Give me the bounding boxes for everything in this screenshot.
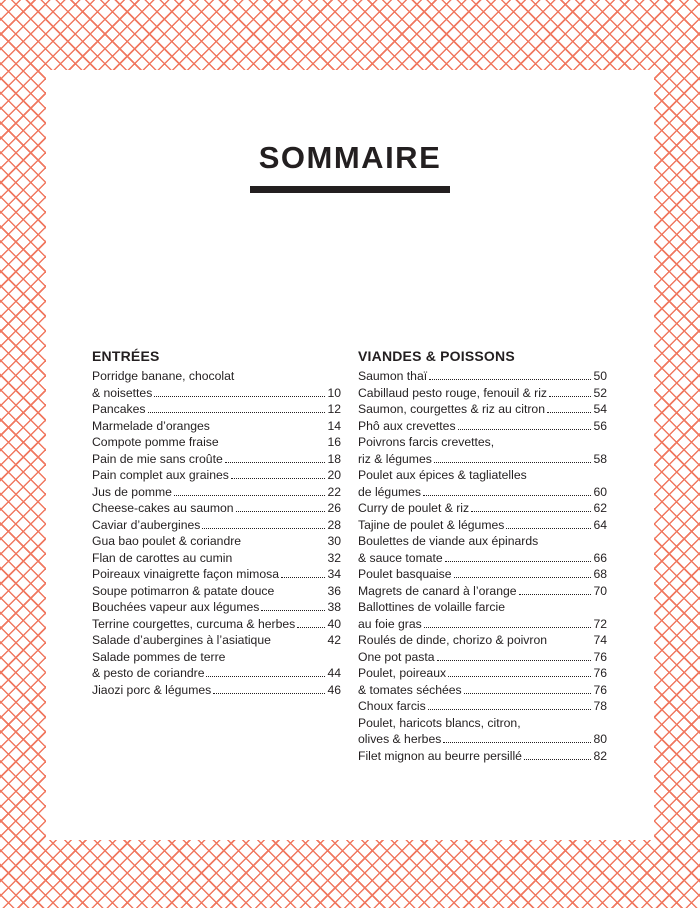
toc-entry-page-number: 52	[593, 385, 607, 400]
toc-entry-title-line: Ballottines de volaille farcie	[358, 600, 506, 614]
toc-entry[interactable]	[92, 467, 341, 484]
toc-entry-page-number: 76	[593, 649, 607, 664]
toc-entry-page-number: 16	[327, 435, 341, 449]
toc-entry-row	[92, 451, 341, 468]
toc-entry-page-number: 12	[327, 402, 341, 416]
toc-entry-row	[92, 583, 341, 600]
dot-leader	[234, 552, 325, 562]
toc-entry[interactable]	[92, 682, 341, 699]
toc-entry[interactable]	[358, 583, 607, 600]
dot-leader	[549, 634, 591, 644]
toc-entry-row	[92, 550, 341, 567]
toc-entry-page-number: 70	[593, 583, 607, 598]
toc-entry[interactable]	[92, 599, 341, 616]
dot-leader	[434, 452, 592, 463]
toc-entry-title: Filet mignon au beurre persillé	[358, 748, 522, 763]
dot-leader	[243, 535, 325, 545]
toc-entry[interactable]	[92, 500, 341, 517]
toc-entry-title: Soupe potimarron & patate douce	[92, 583, 275, 598]
toc-entry-title: One pot pasta	[358, 649, 435, 664]
toc-entry-title-line: Salade pommes de terre	[92, 649, 226, 664]
toc-entry[interactable]	[358, 500, 607, 517]
toc-entry[interactable]	[92, 632, 341, 649]
toc-entry-page-number: 26	[327, 501, 341, 515]
toc-entry-title: Saumon, courgettes & riz au citron	[358, 402, 545, 416]
toc-entry-title: & noisettes	[92, 385, 153, 400]
toc-entry-title: Jiaozi porc & légumes	[92, 682, 212, 697]
toc-entry[interactable]	[92, 451, 341, 468]
dot-leader	[273, 634, 326, 644]
toc-entry-page-number: 32	[327, 550, 341, 565]
toc-entry[interactable]	[358, 467, 607, 500]
toc-entry-page-number: 42	[327, 633, 341, 647]
toc-entry-row	[92, 616, 341, 633]
toc-entry-title: Roulés de dinde, chorizo & poivron	[358, 633, 548, 647]
dot-leader	[443, 732, 591, 743]
toc-entry-row	[92, 566, 341, 583]
toc-entry-title: Pain complet aux graines	[92, 468, 229, 482]
toc-entry-row	[358, 550, 607, 567]
toc-entry[interactable]	[92, 401, 341, 418]
toc-entry-title: Phô aux crevettes	[358, 418, 456, 433]
toc-entry-title: Pancakes	[92, 402, 146, 416]
toc-entry-title: au foie gras	[358, 616, 422, 631]
dot-leader	[429, 369, 591, 380]
toc-entry-title-line: Poivrons farcis crevettes,	[358, 435, 495, 449]
toc-entry-page-number: 56	[593, 418, 607, 433]
toc-entry-title: olives & herbes	[358, 732, 442, 746]
toc-entry-page-number: 18	[327, 451, 341, 466]
toc-entry-row	[358, 698, 607, 715]
toc-entry-row	[92, 665, 341, 682]
toc-entry-row	[358, 517, 607, 534]
dot-leader	[202, 518, 325, 529]
toc-entry[interactable]	[358, 385, 607, 402]
toc-entry-title: & pesto de coriandre	[92, 666, 205, 680]
toc-entry-page-number: 80	[593, 732, 607, 746]
toc-entry[interactable]	[358, 566, 607, 583]
toc-entry-row	[358, 682, 607, 699]
toc-entry[interactable]	[92, 550, 341, 567]
dot-leader	[437, 650, 592, 661]
dot-leader	[225, 452, 326, 463]
section-heading-entrees: ENTRÉES	[92, 348, 160, 364]
toc-entry-row	[358, 748, 607, 765]
toc-entry[interactable]	[92, 484, 341, 501]
toc-entry-title: Choux farcis	[358, 699, 426, 713]
toc-entry-page-number: 20	[327, 468, 341, 482]
toc-entry-page-number: 68	[593, 567, 607, 581]
toc-entry-row	[358, 583, 607, 600]
toc-entry-title-line: Poulet aux épices & tagliatelles	[358, 468, 527, 482]
toc-entry[interactable]	[358, 649, 607, 666]
toc-entry-row	[358, 566, 607, 583]
toc-entry-row	[358, 649, 607, 666]
dot-leader	[506, 518, 591, 529]
toc-entry-title-line: Poulet, haricots blancs, citron,	[358, 715, 521, 730]
toc-entry-title: Poulet, poireaux	[358, 666, 447, 680]
toc-entry-page-number: 58	[593, 451, 607, 466]
toc-entry-title: & sauce tomate	[358, 550, 443, 565]
toc-entry-title: Cheese-cakes au saumon	[92, 501, 234, 515]
toc-entry-title: Curry de poulet & riz	[358, 501, 470, 515]
toc-entry-title: & tomates séchées	[358, 682, 462, 697]
toc-entry-page-number: 62	[593, 501, 607, 515]
page-title: SOMMAIRE	[258, 140, 442, 175]
toc-entry-title: Compote pomme fraise	[92, 435, 219, 449]
toc-entry-row	[92, 500, 341, 517]
toc-entry-title: Terrine courgettes, curcuma & herbes	[92, 616, 296, 631]
toc-entry[interactable]	[358, 682, 607, 699]
toc-entry-page-number: 10	[327, 385, 341, 400]
toc-entry-page-number: 38	[327, 600, 341, 614]
toc-entry-row	[358, 368, 607, 385]
column-viandes-poissons	[358, 347, 607, 764]
toc-entry-row	[358, 665, 607, 682]
dot-leader	[524, 749, 592, 760]
toc-entry-page-number: 54	[593, 402, 607, 416]
dot-leader	[464, 683, 592, 694]
toc-entry-page-number: 50	[593, 369, 607, 383]
dot-leader	[281, 567, 325, 578]
toc-entry-title: Salade d’aubergines à l’asiatique	[92, 633, 271, 647]
toc-entry-title-line: Boulettes de viande aux épinards	[358, 534, 539, 548]
toc-entry-title: Poireaux vinaigrette façon mimosa	[92, 567, 279, 581]
dot-leader	[231, 468, 326, 479]
toc-entry-page-number: 46	[327, 682, 341, 697]
toc-entry-title: Gua bao poulet & coriandre	[92, 534, 242, 548]
toc-entry[interactable]	[358, 517, 607, 534]
dot-leader	[547, 402, 591, 413]
toc-entry-title: Bouchées vapeur aux légumes	[92, 600, 260, 614]
dot-leader	[448, 666, 591, 677]
dot-leader	[549, 386, 591, 397]
toc-entry[interactable]	[358, 401, 607, 418]
dot-leader	[276, 585, 325, 595]
toc-entry[interactable]	[92, 533, 341, 550]
toc-entry[interactable]	[92, 434, 341, 451]
dot-leader	[174, 485, 326, 496]
toc-entry-page-number: 64	[593, 517, 607, 532]
toc-entry-page-number: 22	[327, 484, 341, 499]
toc-entry-page-number: 14	[327, 418, 341, 433]
toc-entry[interactable]	[358, 665, 607, 682]
toc-entry-title: Poulet basquaise	[358, 567, 452, 581]
dot-leader	[261, 600, 325, 611]
toc-list-entrees	[92, 368, 341, 698]
toc-entry-row	[358, 731, 607, 748]
toc-entry[interactable]	[358, 698, 607, 715]
toc-entry-page-number: 28	[327, 517, 341, 532]
toc-entry[interactable]	[358, 748, 607, 765]
toc-entry-title: Flan de carottes au cumin	[92, 550, 233, 565]
toc-entry-page-number: 76	[593, 682, 607, 697]
dot-leader	[445, 551, 592, 562]
dot-leader	[458, 419, 592, 430]
toc-entry-page-number: 30	[327, 534, 341, 548]
toc-entry-title: Saumon thaï	[358, 369, 428, 383]
toc-entry-row	[92, 434, 341, 451]
toc-entry-page-number: 66	[593, 550, 607, 565]
toc-entry[interactable]	[358, 368, 607, 385]
toc-entry[interactable]	[92, 583, 341, 600]
toc-entry-title: de légumes	[358, 484, 422, 499]
dot-leader	[148, 402, 326, 413]
dot-leader	[212, 420, 326, 430]
toc-entry-row	[358, 401, 607, 418]
dot-leader	[154, 386, 325, 397]
dot-leader	[423, 485, 591, 496]
dot-leader	[428, 699, 592, 710]
dot-leader	[221, 436, 326, 446]
toc-entry-page-number: 78	[593, 699, 607, 713]
toc-entry[interactable]	[92, 566, 341, 583]
toc-entry-page-number: 36	[327, 583, 341, 598]
toc-entry[interactable]	[358, 599, 607, 632]
toc-entry-page-number: 76	[593, 666, 607, 680]
toc-entry-row	[358, 418, 607, 435]
toc-entry-title: Cabillaud pesto rouge, fenouil & riz	[358, 385, 548, 400]
toc-entry[interactable]	[92, 616, 341, 633]
dot-leader	[206, 666, 325, 677]
toc-entry-row	[92, 418, 341, 435]
dot-leader	[213, 683, 325, 694]
toc-entry-title: Tajine de poulet & légumes	[358, 517, 505, 532]
dot-leader	[297, 617, 325, 628]
toc-entry-row	[92, 517, 341, 534]
toc-entry-row	[92, 385, 341, 402]
toc-entry[interactable]	[92, 368, 341, 401]
toc-entry-row	[358, 632, 607, 649]
toc-entry-title: Pain de mie sans croûte	[92, 451, 223, 466]
toc-entry-row	[358, 451, 607, 468]
toc-entry-title: riz & légumes	[358, 451, 432, 466]
toc-entry-page-number: 74	[593, 633, 607, 647]
dot-leader	[519, 584, 592, 595]
toc-entry-row	[92, 467, 341, 484]
toc-entry-row	[92, 401, 341, 418]
toc-entry-title-line: Porridge banane, chocolat	[92, 369, 235, 383]
dot-leader	[236, 501, 326, 512]
toc-entry-row	[92, 682, 341, 699]
dot-leader	[471, 501, 591, 512]
dot-leader	[454, 567, 592, 578]
title-underline	[250, 186, 450, 193]
toc-entry-title: Caviar d’aubergines	[92, 517, 201, 532]
toc-entry[interactable]	[358, 715, 607, 748]
toc-entry-row	[92, 632, 341, 649]
toc-entry-row	[358, 616, 607, 633]
toc-entry-row	[92, 599, 341, 616]
toc-entry[interactable]	[92, 418, 341, 435]
toc-entry-page-number: 82	[593, 748, 607, 763]
toc-entry-page-number: 60	[593, 484, 607, 499]
toc-entry[interactable]	[358, 434, 607, 467]
toc-entry[interactable]	[92, 649, 341, 682]
toc-entry[interactable]	[358, 418, 607, 435]
toc-entry-row	[358, 484, 607, 501]
toc-entry[interactable]	[92, 517, 341, 534]
toc-entry[interactable]	[358, 533, 607, 566]
toc-entry-page-number: 72	[593, 616, 607, 631]
dot-leader	[424, 617, 592, 628]
toc-list-viandes-poissons	[358, 368, 607, 764]
toc-entry-page-number: 44	[327, 666, 341, 680]
toc-entry-row	[358, 500, 607, 517]
toc-entry-title: Magrets de canard à l’orange	[358, 583, 517, 598]
toc-entry-row	[92, 533, 341, 550]
section-heading-viandes-poissons: VIANDES & POISSONS	[358, 348, 515, 364]
toc-entry-title: Marmelade d’oranges	[92, 418, 210, 433]
column-entrees	[92, 347, 341, 698]
toc-entry-title: Jus de pomme	[92, 484, 172, 499]
toc-entry-row	[358, 385, 607, 402]
toc-entry[interactable]	[358, 632, 607, 649]
toc-entry-page-number: 34	[327, 567, 341, 581]
toc-entry-row	[92, 484, 341, 501]
toc-entry-page-number: 40	[327, 616, 341, 631]
